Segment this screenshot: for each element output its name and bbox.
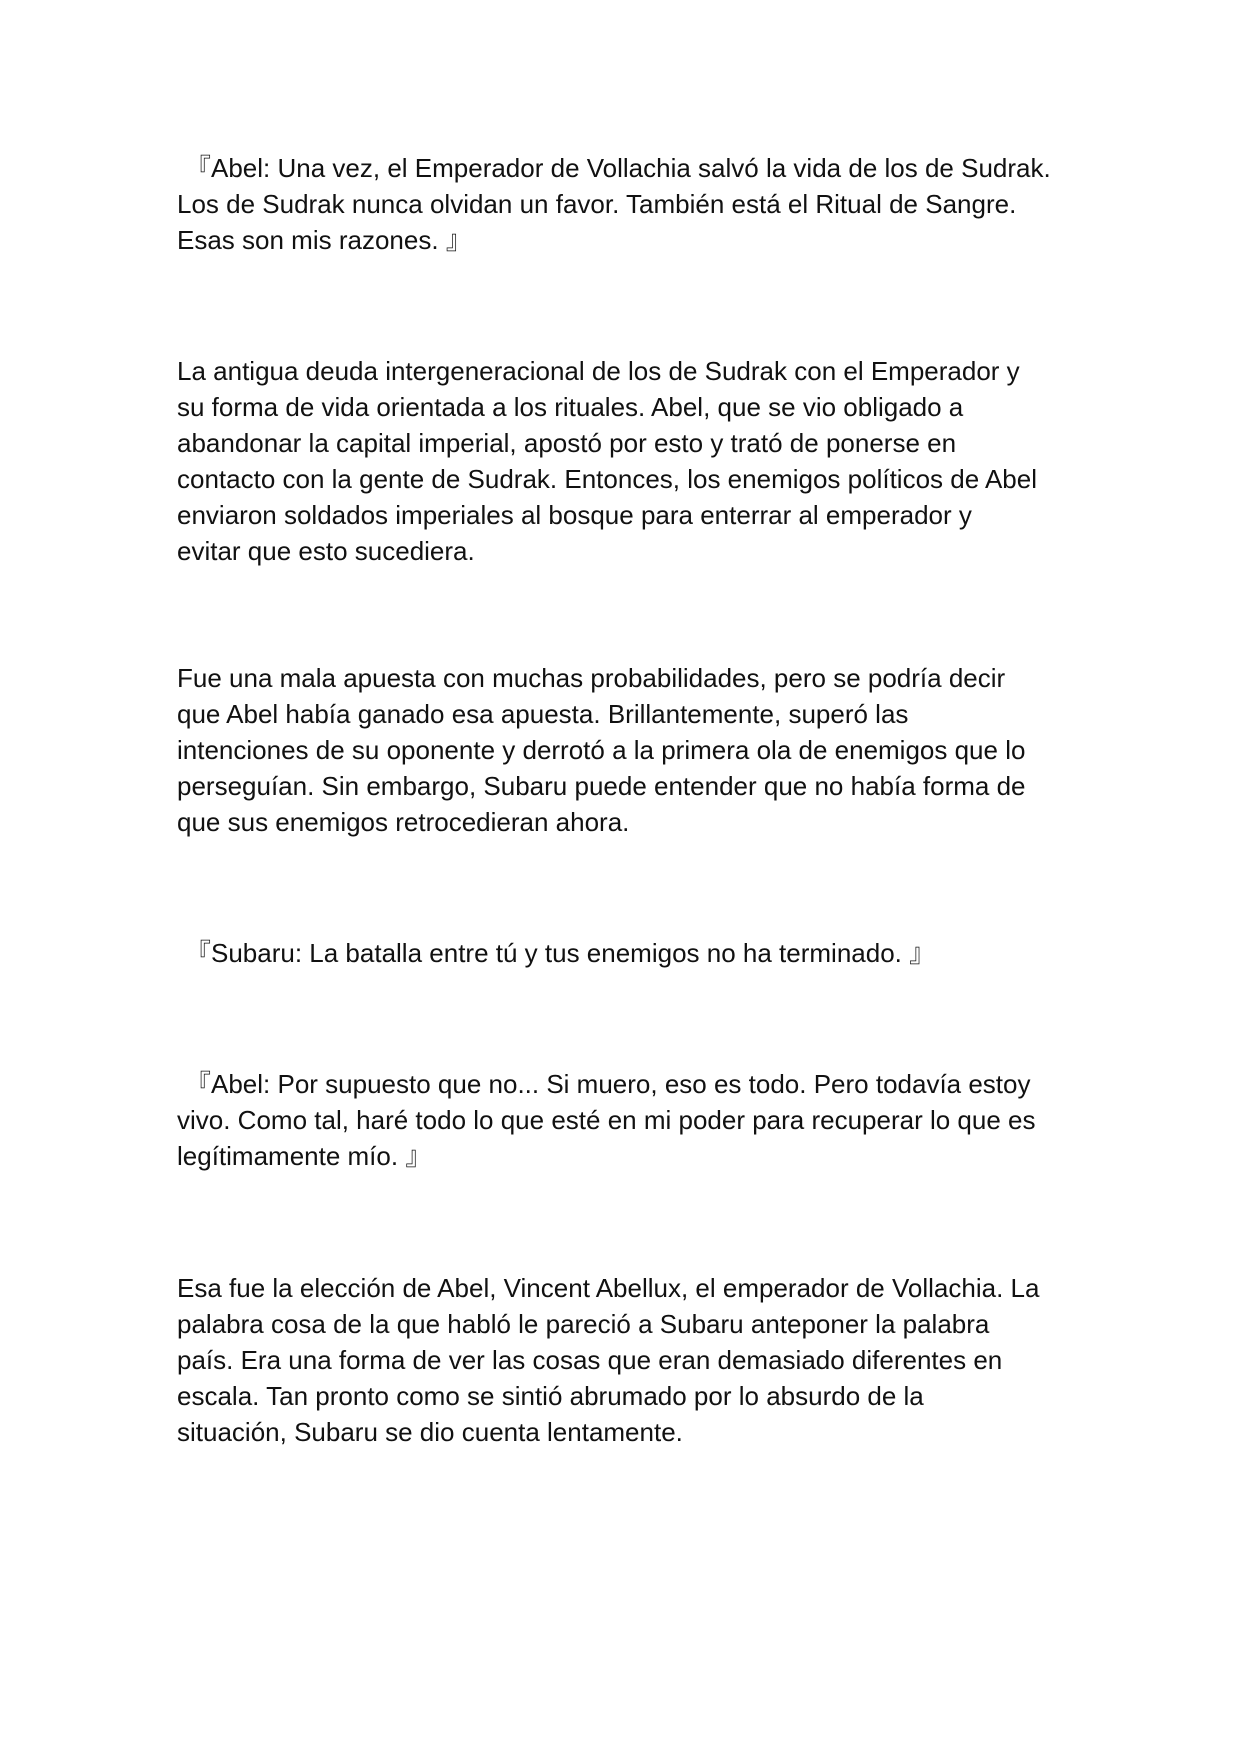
dialogue-subaru-battle: [177, 935, 1077, 971]
paragraph-bad-bet: [177, 660, 1077, 840]
paragraph-sudrak-debt: [177, 353, 1077, 569]
text-line: contacto con la gente de Sudrak. Entonces, los enemigos políticos de Abel: [177, 464, 1037, 494]
dialogue-abel-reasons: [177, 150, 1077, 258]
text-line: 『Subaru: La batalla entre tú y tus enemigos no ha terminado. 』: [185, 938, 936, 968]
text-line: país. Era una forma de ver las cosas que eran demasiado diferentes en: [177, 1345, 1003, 1375]
text-line: su forma de vida orientada a los rituales. Abel, que se vio obligado a: [177, 392, 964, 422]
text-line: escala. Tan pronto como se sintió abrumado por lo absurdo de la: [177, 1381, 924, 1411]
text-line: 『Abel: Una vez, el Emperador de Vollachia salvó la vida de los de Sudrak.: [185, 153, 1051, 183]
text-line: Esas son mis razones. 』: [177, 225, 472, 255]
text-line: Fue una mala apuesta con muchas probabilidades, pero se podría decir: [177, 663, 1006, 693]
text-line: intenciones de su oponente y derrotó a la primera ola de enemigos que lo: [177, 735, 1026, 765]
paragraph-abel-choice: [177, 1270, 1077, 1450]
text-line: Los de Sudrak nunca olvidan un favor. También está el Ritual de Sangre.: [177, 189, 1017, 219]
text-line: La antigua deuda intergeneracional de los de Sudrak con el Emperador y: [177, 356, 1020, 386]
text-line: evitar que esto sucediera.: [177, 536, 475, 566]
text-line: enviaron soldados imperiales al bosque para enterrar al emperador y: [177, 500, 972, 530]
text-line: abandonar la capital imperial, apostó por esto y trató de ponerse en: [177, 428, 957, 458]
text-line: 『Abel: Por supuesto que no... Si muero, eso es todo. Pero todavía estoy: [185, 1069, 1031, 1099]
text-line: que Abel había ganado esa apuesta. Brillantemente, superó las: [177, 699, 909, 729]
text-line: perseguían. Sin embargo, Subaru puede entender que no había forma de: [177, 771, 1026, 801]
text-line: Esa fue la elección de Abel, Vincent Abellux, el emperador de Vollachia. La: [177, 1273, 1040, 1303]
text-line: palabra cosa de la que habló le pareció a Subaru anteponer la palabra: [177, 1309, 990, 1339]
text-line: que sus enemigos retrocedieran ahora.: [177, 807, 630, 837]
dialogue-abel-alive: [177, 1066, 1077, 1174]
text-line: situación, Subaru se dio cuenta lentamente.: [177, 1417, 683, 1447]
text-line: vivo. Como tal, haré todo lo que esté en mi poder para recuperar lo que es: [177, 1105, 1036, 1135]
text-line: legítimamente mío. 』: [177, 1141, 432, 1171]
